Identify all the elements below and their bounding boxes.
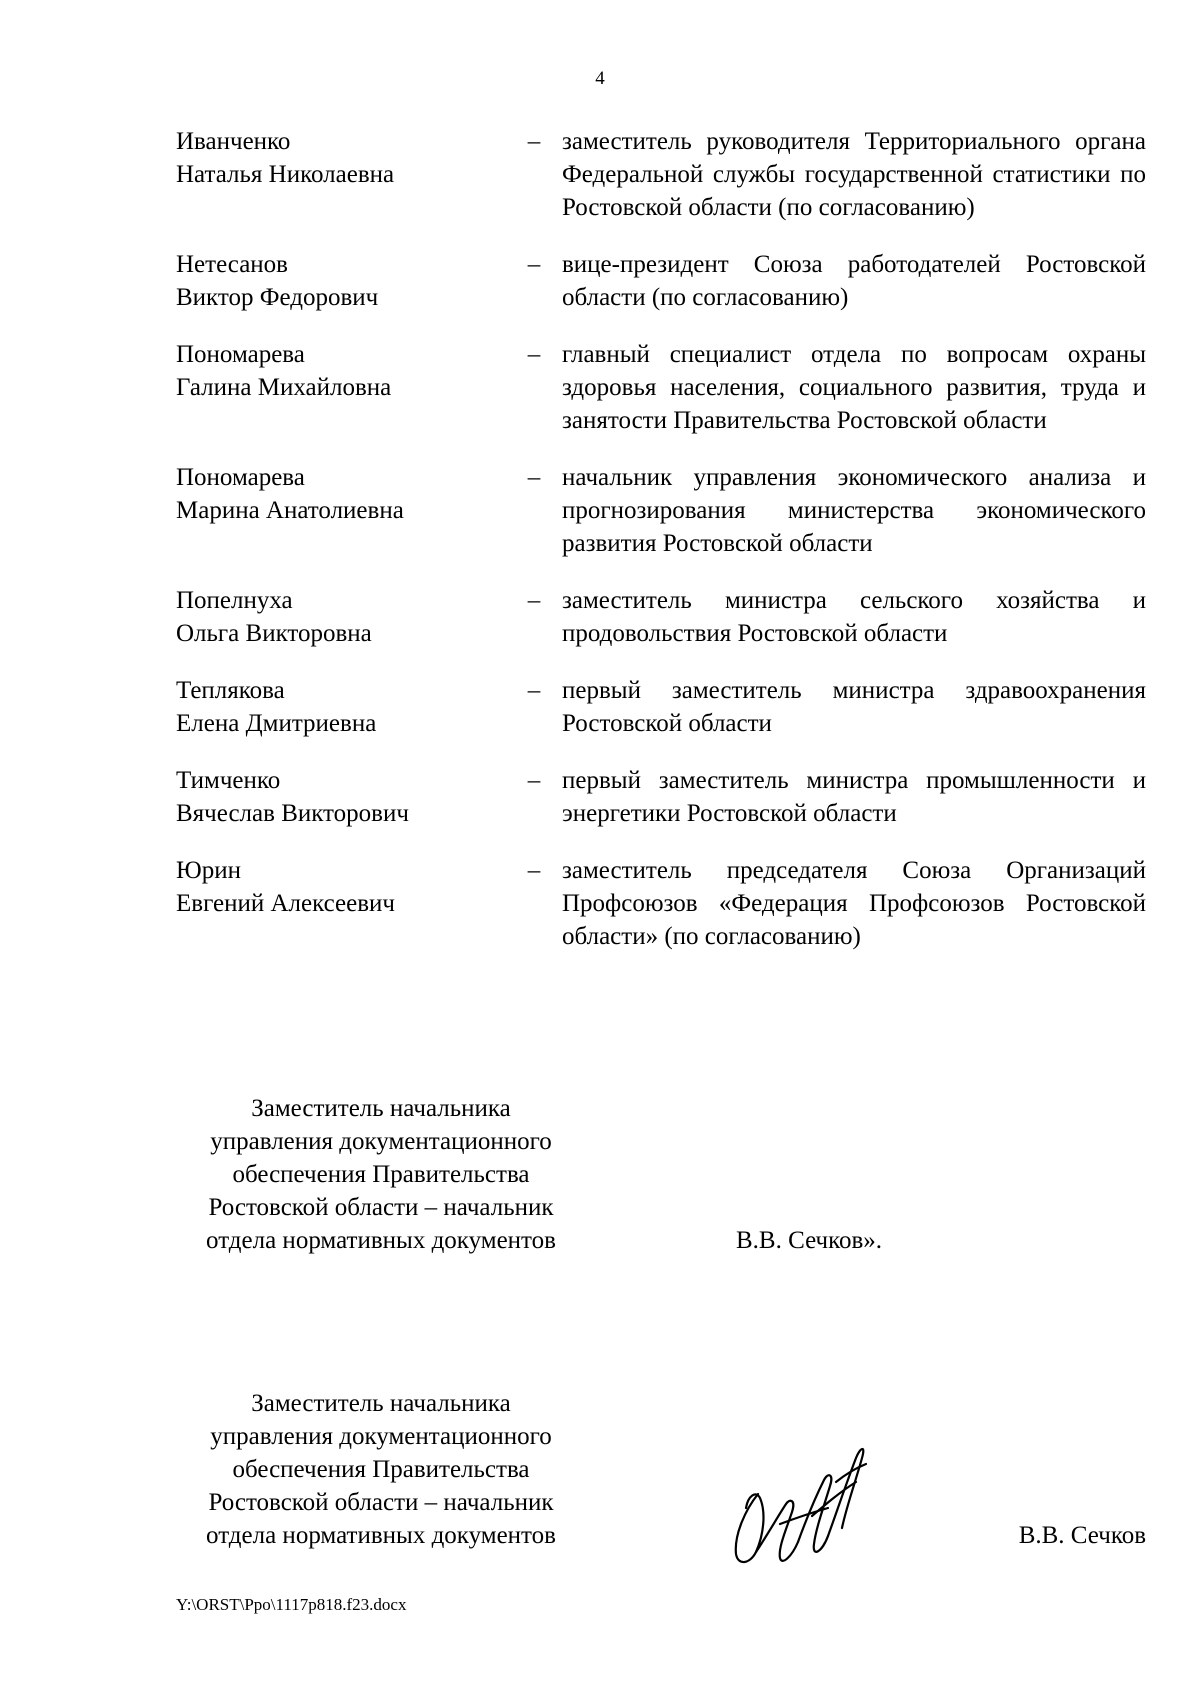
member-given-names: Марина Анатолиевна bbox=[176, 497, 404, 524]
document-file-path: Y:\ORST\Ppo\1117p818.f23.docx bbox=[176, 1595, 407, 1614]
signature-block-signed bbox=[176, 1382, 1146, 1552]
signatory-title-line: управления документационного bbox=[210, 1128, 552, 1155]
member-name bbox=[176, 764, 516, 830]
signatory-title-line: Ростовской области – начальник bbox=[208, 1194, 554, 1221]
signatory-name: В.В. Сечков bbox=[1018, 1522, 1146, 1549]
signatory-title-line: обеспечения Правительства bbox=[232, 1456, 530, 1483]
member-given-names: Елена Дмитриевна bbox=[176, 710, 377, 737]
handwritten-signature bbox=[716, 1424, 876, 1574]
member-given-names: Наталья Николаевна bbox=[176, 161, 395, 188]
signatory-title-line: обеспечения Правительства bbox=[232, 1161, 530, 1188]
member-surname: Тимченко bbox=[176, 767, 281, 794]
member-name bbox=[176, 674, 516, 740]
members-list bbox=[176, 125, 1146, 977]
member-role: заместитель председателя Союза Организаций Профсоюзов «Федерация Профсоюзов Ростовской области» (по согласованию) bbox=[562, 857, 1146, 950]
signatory-title-line: Заместитель начальника bbox=[251, 1390, 511, 1417]
member-dash: – bbox=[527, 464, 541, 491]
member-dash: – bbox=[527, 767, 541, 794]
member-given-names: Ольга Викторовна bbox=[176, 620, 372, 647]
member-row bbox=[176, 248, 1146, 314]
member-surname: Попелнуха bbox=[176, 587, 293, 614]
member-name bbox=[176, 338, 516, 404]
member-surname: Пономарева bbox=[176, 464, 305, 491]
member-role: главный специалист отдела по вопросам охраны здоровья населения, социального развития, труда и занятости Правительства Ростовской области bbox=[562, 341, 1146, 434]
member-surname: Юрин bbox=[176, 857, 241, 884]
signatory-title bbox=[176, 1387, 586, 1552]
member-dash: – bbox=[527, 857, 541, 884]
member-name bbox=[176, 854, 516, 920]
member-surname: Нетесанов bbox=[176, 251, 288, 278]
member-role: вице-президент Союза работодателей Ростовской области (по согласованию) bbox=[562, 251, 1146, 311]
signatory-title-line: отдела нормативных документов bbox=[206, 1522, 556, 1549]
member-row bbox=[176, 764, 1146, 830]
member-row bbox=[176, 584, 1146, 650]
member-role: заместитель руководителя Территориального органа Федеральной службы государственной статистики по Ростовской области (по согласованию) bbox=[562, 128, 1146, 221]
signatory-title-line: управления документационного bbox=[210, 1423, 552, 1450]
member-dash: – bbox=[527, 251, 541, 278]
member-given-names: Виктор Федорович bbox=[176, 284, 379, 311]
page-number: 4 bbox=[595, 68, 605, 89]
member-dash: – bbox=[527, 677, 541, 704]
member-dash: – bbox=[527, 587, 541, 614]
member-dash: – bbox=[527, 128, 541, 155]
member-surname: Пономарева bbox=[176, 341, 305, 368]
member-name bbox=[176, 584, 516, 650]
member-given-names: Галина Михайловна bbox=[176, 374, 392, 401]
member-given-names: Вячеслав Викторович bbox=[176, 800, 409, 827]
member-name bbox=[176, 461, 516, 527]
member-dash: – bbox=[527, 341, 541, 368]
signatory-title bbox=[176, 1092, 586, 1257]
member-role: начальник управления экономического анализа и прогнозирования министерства экономического развития Ростовской области bbox=[562, 464, 1146, 557]
member-name bbox=[176, 248, 516, 314]
signatory-title-line: отдела нормативных документов bbox=[206, 1227, 556, 1254]
member-role: заместитель министра сельского хозяйства и продовольствия Ростовской области bbox=[562, 587, 1146, 647]
member-row bbox=[176, 461, 1146, 560]
signatory-title-line: Ростовской области – начальник bbox=[208, 1489, 554, 1516]
member-role: первый заместитель министра промышленности и энергетики Ростовской области bbox=[562, 767, 1146, 827]
signatory-name: В.В. Сечков». bbox=[736, 1227, 883, 1254]
member-name bbox=[176, 125, 516, 191]
member-surname: Теплякова bbox=[176, 677, 285, 704]
signature-block-quoted bbox=[176, 1087, 1146, 1257]
member-surname: Иванченко bbox=[176, 128, 291, 155]
member-role: первый заместитель министра здравоохранения Ростовской области bbox=[562, 677, 1146, 737]
member-row bbox=[176, 674, 1146, 740]
signatory-title-line: Заместитель начальника bbox=[251, 1095, 511, 1122]
member-row bbox=[176, 854, 1146, 953]
member-row bbox=[176, 125, 1146, 224]
member-given-names: Евгений Алексеевич bbox=[176, 890, 395, 917]
member-row bbox=[176, 338, 1146, 437]
